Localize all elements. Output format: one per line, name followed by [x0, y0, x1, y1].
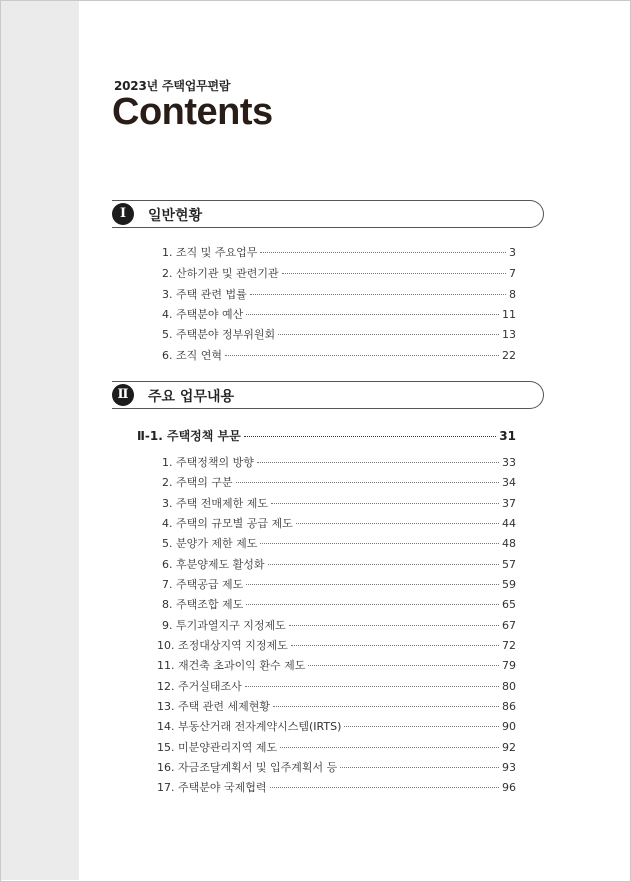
- dot-leader: [225, 355, 499, 356]
- toc-entry-page: 22: [502, 349, 516, 362]
- toc-entry-label: 3. 주택 전매제한 제도: [162, 497, 268, 510]
- section-number-badge: Ⅰ: [112, 203, 134, 225]
- toc-entry-page: 33: [502, 456, 516, 469]
- toc-entry-page: 11: [502, 308, 516, 321]
- toc-entry-label: 17. 주택분야 국제협력: [157, 781, 267, 794]
- dot-leader: [270, 787, 500, 788]
- toc-entry[interactable]: [157, 678, 516, 696]
- toc-entry[interactable]: [157, 657, 516, 675]
- toc-entry-page: 86: [502, 700, 516, 713]
- toc-entry-page: 48: [502, 537, 516, 550]
- toc-entry-page: 34: [502, 476, 516, 489]
- toc-entry-page: 7: [509, 267, 516, 280]
- toc-subsection-entry[interactable]: [137, 427, 516, 445]
- dot-leader: [273, 706, 499, 707]
- toc-entry-label: 1. 조직 및 주요업무: [162, 246, 258, 259]
- toc-entry-label: 6. 후분양제도 활성화: [162, 558, 265, 571]
- toc-entry-label: 2. 주택의 구분: [162, 476, 233, 489]
- dot-leader: [250, 294, 506, 295]
- dot-leader: [246, 604, 499, 605]
- dot-leader: [257, 462, 499, 463]
- dot-leader: [268, 564, 500, 565]
- dot-leader: [340, 767, 499, 768]
- toc-entry[interactable]: [157, 698, 516, 716]
- toc-entry-page: 72: [502, 639, 516, 652]
- toc-entry-page: 67: [502, 619, 516, 632]
- toc-entry-page: 79: [502, 659, 516, 672]
- dot-leader: [344, 726, 499, 727]
- contents-title: Contents: [112, 91, 273, 133]
- dot-leader: [260, 543, 499, 544]
- toc-entry[interactable]: [162, 474, 516, 492]
- toc-entry-label: 5. 분양가 제한 제도: [162, 537, 258, 550]
- toc-entry[interactable]: [162, 556, 516, 574]
- toc-entry[interactable]: [162, 596, 516, 614]
- dot-leader: [308, 665, 499, 666]
- side-strip: [1, 1, 79, 880]
- toc-entry-label: 14. 부동산거래 전자계약시스템(IRTS): [157, 720, 342, 733]
- toc-entry-label: 4. 주택분야 예산: [162, 308, 244, 321]
- toc-entry-label: 13. 주택 관련 세제현황: [157, 700, 270, 713]
- toc-entry-page: 59: [502, 578, 516, 591]
- toc-entry-label: 2. 산하기관 및 관련기관: [162, 267, 279, 280]
- toc-entry-page: 92: [502, 741, 516, 754]
- toc-subsection-label: Ⅱ-1. 주택정책 부문: [137, 429, 241, 443]
- toc-entry-page: 37: [502, 497, 516, 510]
- toc-entry-page: 3: [509, 246, 516, 259]
- dot-leader: [278, 334, 499, 335]
- toc-entry-page: 13: [502, 328, 516, 341]
- dot-leader: [246, 584, 499, 585]
- toc-entry-label: 6. 조직 연혁: [162, 349, 222, 362]
- toc-entry[interactable]: [162, 347, 516, 365]
- toc-entry-label: 12. 주거실태조사: [157, 680, 242, 693]
- toc-entry-label: 9. 투기과열지구 지정제도: [162, 619, 286, 632]
- toc-entry-page: 8: [509, 288, 516, 301]
- toc-entry[interactable]: [162, 495, 516, 513]
- toc-entry[interactable]: [162, 326, 516, 344]
- toc-entry-page: 90: [502, 720, 516, 733]
- toc-entry[interactable]: [162, 286, 516, 304]
- toc-entry[interactable]: [162, 535, 516, 553]
- toc-entry-page: 65: [502, 598, 516, 611]
- toc-entry[interactable]: [162, 515, 516, 533]
- dot-leader: [246, 314, 499, 315]
- toc-entry[interactable]: [157, 637, 516, 655]
- toc-entry-page: 44: [502, 517, 516, 530]
- toc-entry-page: 80: [502, 680, 516, 693]
- toc-entry-label: 7. 주택공급 제도: [162, 578, 244, 591]
- toc-entry-label: 5. 주택분야 정부위원회: [162, 328, 276, 341]
- dot-leader: [280, 747, 499, 748]
- toc-entry[interactable]: [162, 617, 516, 635]
- dot-leader: [260, 252, 506, 253]
- toc-entry-page: 93: [502, 761, 516, 774]
- toc-entry-label: 1. 주택정책의 방향: [162, 456, 254, 469]
- toc-entry-page: 57: [502, 558, 516, 571]
- toc-entry[interactable]: [157, 779, 516, 797]
- dot-leader: [289, 625, 499, 626]
- toc-entry[interactable]: [157, 718, 516, 736]
- toc-subsection-page: 31: [499, 429, 516, 443]
- section-number-badge: Ⅱ: [112, 384, 134, 406]
- toc-entry[interactable]: [157, 739, 516, 757]
- dot-leader: [236, 482, 499, 483]
- toc-entry-label: 8. 주택조합 제도: [162, 598, 244, 611]
- toc-entry[interactable]: [162, 576, 516, 594]
- toc-entry[interactable]: [157, 759, 516, 777]
- toc-entry-page: 96: [502, 781, 516, 794]
- toc-entry-label: 11. 재건축 초과이익 환수 제도: [157, 659, 306, 672]
- toc-entry-label: 10. 조정대상지역 지정제도: [157, 639, 288, 652]
- toc-entry-label: 15. 미분양관리지역 제도: [157, 741, 278, 754]
- toc-entry-label: 4. 주택의 규모별 공급 제도: [162, 517, 293, 530]
- toc-entry[interactable]: [162, 306, 516, 324]
- section-title: 주요 업무내용: [148, 389, 235, 405]
- section-title: 일반현황: [148, 208, 203, 224]
- toc-entry-label: 3. 주택 관련 법률: [162, 288, 247, 301]
- dot-leader: [282, 273, 506, 274]
- section-header-2: [112, 381, 544, 409]
- document-subtitle: 2023년 주택업무편람: [114, 79, 231, 93]
- toc-entry[interactable]: [162, 265, 516, 283]
- dot-leader: [296, 523, 499, 524]
- toc-entry[interactable]: [162, 454, 516, 472]
- dot-leader: [291, 645, 499, 646]
- dot-leader: [245, 686, 499, 687]
- toc-entry-label: 16. 자금조달계획서 및 입주계획서 등: [157, 761, 338, 774]
- section-header-1: [112, 200, 544, 228]
- dot-leader: [244, 436, 497, 437]
- dot-leader: [271, 503, 499, 504]
- toc-entry[interactable]: [162, 244, 516, 262]
